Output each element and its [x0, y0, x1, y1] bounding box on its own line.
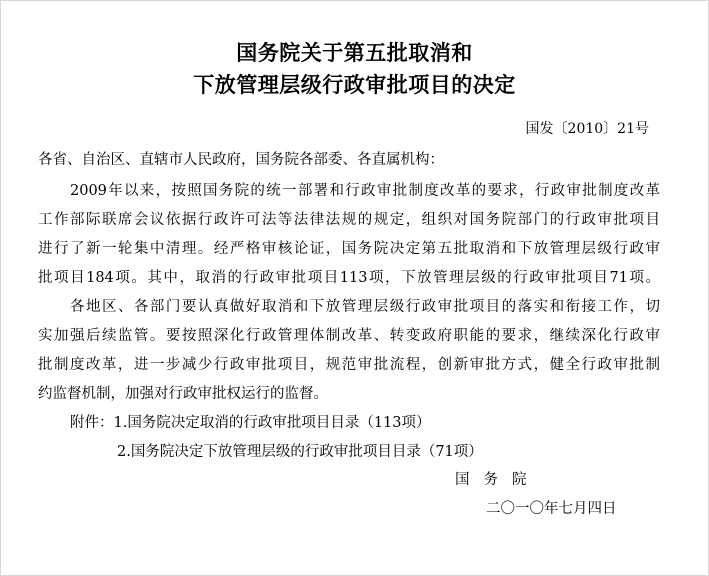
- signature-organization: 国务院: [455, 472, 541, 488]
- signature-date: 二〇一〇年七月四日: [486, 501, 617, 517]
- attachment-item-1: 附件：1.国务院决定取消的行政审批项目目录（113项）: [70, 415, 431, 431]
- document-title-line-1: 国务院关于第五批取消和: [236, 40, 473, 65]
- paragraph-1-line-4: 批项目184项。其中，取消的行政审批项目113项，下放管理层级的行政审批项目71项。: [38, 270, 660, 286]
- recipients-line: 各省、自治区、直辖市人民政府，国务院各部委、各直属机构：: [38, 152, 444, 168]
- paragraph-1-line-1: 2009年以来，按照国务院的统一部署和行政审批制度改革的要求，行政审批制度改革: [70, 183, 660, 199]
- attachment-item-2: 2.国务院决定下放管理层级的行政审批项目目录（71项）: [117, 444, 483, 460]
- paragraph-2-line-1: 各地区、各部门要认真做好取消和下放管理层级行政审批项目的落实和衔接工作，切: [70, 299, 660, 315]
- paragraph-2-line-4: 约监督机制，加强对行政审批权运行的监督。: [38, 386, 328, 402]
- paragraph-1-line-2: 工作部际联席会议依据行政许可法等法律法规的规定，组织对国务院部门的行政审批项目: [38, 212, 660, 228]
- document-title-line-2: 下放管理层级行政审批项目的决定: [193, 72, 516, 97]
- paragraph-1-line-3: 进行了新一轮集中清理。经严格审核论证，国务院决定第五批取消和下放管理层级行政审: [38, 241, 660, 257]
- paragraph-2-line-2: 实加强后续监管。要按照深化行政管理体制改革、转变政府职能的要求，继续深化行政审: [38, 328, 660, 344]
- paragraph-2-line-3: 批制度改革，进一步减少行政审批项目，规范审批流程，创新审批方式，健全行政审批制: [38, 357, 660, 373]
- document-number: 国发〔2010〕21号: [525, 121, 649, 137]
